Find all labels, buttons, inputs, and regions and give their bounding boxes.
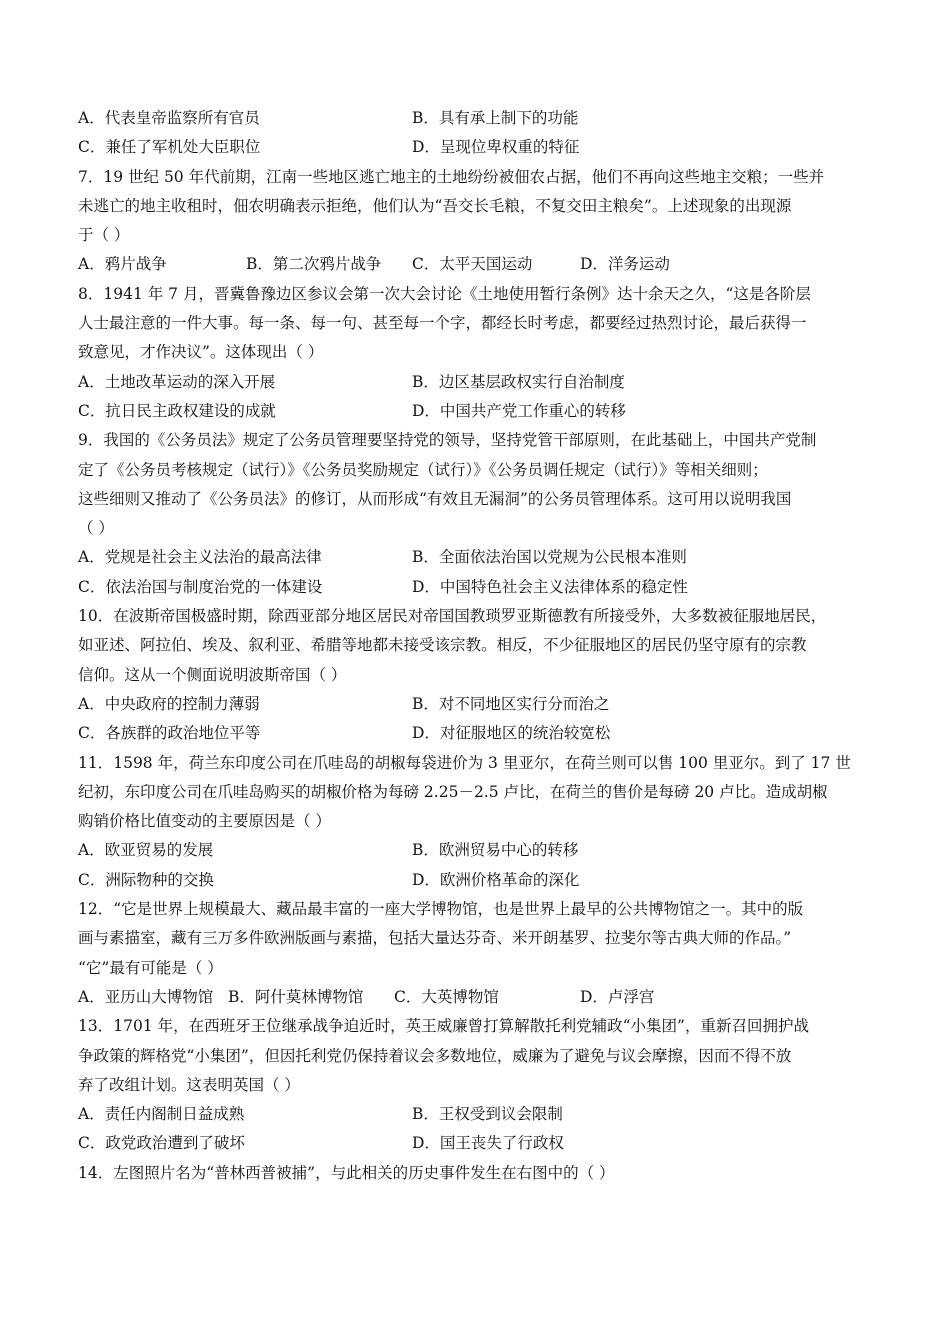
q13-options-row-1 xyxy=(78,1100,878,1129)
q11-option-b[interactable]: B．欧洲贸易中心的转移 xyxy=(412,841,579,860)
q11-options-row-2 xyxy=(78,866,878,895)
q8-options-row-2 xyxy=(78,397,878,426)
q9-stem-line: 9．我国的《公务员法》规定了公务员管理要坚持党的领导，坚持党管干部原则，在此基础上，中国共产党制 xyxy=(78,431,817,450)
q6-option-d[interactable]: D．呈现位卑权重的特征 xyxy=(412,138,580,157)
q9-stem-line: 这些细则又推动了《公务员法》的修订，从而形成“有效且无漏洞”的公务员管理体系。这可用以说明我国 xyxy=(78,489,792,508)
q11-stem-line: 购销价格比值变动的主要原因是（ ） xyxy=(78,812,331,831)
q7-stem xyxy=(78,163,878,251)
q7-option-a[interactable]: A．鸦片战争 xyxy=(78,255,167,274)
q8-option-b[interactable]: B．边区基层政权实行自治制度 xyxy=(412,372,625,391)
q12-option-d[interactable]: D．卢浮宫 xyxy=(580,987,655,1006)
q13-option-b[interactable]: B．王权受到议会限制 xyxy=(412,1105,563,1124)
q13-option-d[interactable]: D．国王丧失了行政权 xyxy=(412,1134,564,1153)
q7-stem-line: 未逃亡的地主收租时，佃农明确表示拒绝，他们认为“吾交长毛粮，不复交田主粮矣”。上述现象的出现源 xyxy=(78,196,792,215)
q10-stem-line: 信仰。这从一个侧面说明波斯帝国（ ） xyxy=(78,665,347,684)
q8-stem-line: 8．1941 年 7 月，晋冀鲁豫边区参议会第一次大会讨论《土地使用暂行条例》达十余天之久，“这是各阶层 xyxy=(78,284,811,303)
q8-stem-line: 人士最注意的一件大事。每一条、每一句、甚至每一个字，都经长时考虑，都要经过热烈讨论，最后获得一 xyxy=(78,314,807,333)
q12-option-b[interactable]: B．阿什莫林博物馆 xyxy=(228,987,364,1006)
q11-stem-line: 11．1598 年，荷兰东印度公司在爪哇岛的胡椒每袋进价为 3 里亚尔，在荷兰则可以售 100 里亚尔。到了 17 世 xyxy=(78,753,851,772)
q13-options-row-2 xyxy=(78,1129,878,1158)
q8-option-c[interactable]: C．抗日民主政权建设的成就 xyxy=(78,401,276,420)
q10-option-b[interactable]: B．对不同地区实行分而治之 xyxy=(412,694,610,713)
q6-options-row-1 xyxy=(78,104,878,133)
q12-stem-line: “它”最有可能是（ ） xyxy=(78,958,223,977)
q12-option-c[interactable]: C．大英博物馆 xyxy=(394,987,499,1006)
q9-stem xyxy=(78,426,878,543)
q7-stem-line: 于（ ） xyxy=(78,226,130,245)
q13-option-a[interactable]: A．责任内阁制日益成熟 xyxy=(78,1105,245,1124)
q9-options-row-1 xyxy=(78,543,878,572)
q8-option-a[interactable]: A．土地改革运动的深入开展 xyxy=(78,372,276,391)
q10-options-row-1 xyxy=(78,690,878,719)
q11-option-d[interactable]: D．欧洲价格革命的深化 xyxy=(412,870,580,889)
q11-stem xyxy=(78,749,878,837)
q10-option-c[interactable]: C．各族群的政治地位平等 xyxy=(78,724,261,743)
q14-stem-line: 14．左图照片名为“普林西普被捕”，与此相关的历史事件发生在右图中的（ ） xyxy=(78,1163,615,1182)
q12-stem-line: 12．“它是世界上规模最大、藏品最丰富的一座大学博物馆，也是世界上最早的公共博物馆之一。其中的版 xyxy=(78,900,804,919)
q12-option-a[interactable]: A．亚历山大博物馆 xyxy=(78,987,214,1006)
q6-option-c[interactable]: C．兼任了军机处大臣职位 xyxy=(78,138,261,157)
q13-option-c[interactable]: C．政党政治遭到了破坏 xyxy=(78,1134,245,1153)
q7-option-b[interactable]: B．第二次鸦片战争 xyxy=(246,255,382,274)
q12-options-row xyxy=(78,983,878,1012)
q13-stem-line: 争政策的辉格党“小集团”，但因托利党仍保持着议会多数地位，威廉为了避免与议会摩擦，因而不得不放 xyxy=(78,1046,792,1065)
q10-stem-line: 如亚述、阿拉伯、埃及、叙利亚、希腊等地都未接受该宗教。相反，不少征服地区的居民仍坚守原有的宗教 xyxy=(78,636,807,655)
q11-option-a[interactable]: A．欧亚贸易的发展 xyxy=(78,841,214,860)
q8-option-d[interactable]: D．中国共产党工作重心的转移 xyxy=(412,401,626,420)
q10-option-d[interactable]: D．对征服地区的统治较宽松 xyxy=(412,724,611,743)
q11-option-c[interactable]: C．洲际物种的交换 xyxy=(78,870,214,889)
q9-stem-line: 定了《公务员考核规定（试行）》《公务员奖励规定（试行）》《公务员调任规定（试行）》等相关细则； xyxy=(78,460,768,479)
q14-stem xyxy=(78,1159,878,1188)
q9-option-b[interactable]: B．全面依法治国以党规为公民根本准则 xyxy=(412,548,687,567)
q7-option-d[interactable]: D．洋务运动 xyxy=(580,255,670,274)
q8-stem xyxy=(78,280,878,368)
q10-stem-line: 10．在波斯帝国极盛时期，除西亚部分地区居民对帝国国教琐罗亚斯德教有所接受外，大多数被征服地居民， xyxy=(78,607,827,626)
exam-page xyxy=(78,104,878,1188)
q9-option-a[interactable]: A．党规是社会主义法治的最高法律 xyxy=(78,548,322,567)
q9-option-c[interactable]: C．依法治国与制度治党的一体建设 xyxy=(78,577,323,596)
q9-options-row-2 xyxy=(78,573,878,602)
q12-stem xyxy=(78,895,878,983)
q9-option-d[interactable]: D．中国特色社会主义法律体系的稳定性 xyxy=(412,577,688,596)
q6-option-b[interactable]: B．具有承上制下的功能 xyxy=(412,109,579,127)
q13-stem xyxy=(78,1012,878,1100)
q10-stem xyxy=(78,602,878,690)
q11-options-row-1 xyxy=(78,836,878,865)
q12-stem-line: 画与素描室，藏有三万多件欧洲版画与素描，包括大量达芬奇、米开朗基罗、拉斐尔等古典大师的作品。” xyxy=(78,929,792,948)
q7-stem-line: 7．19 世纪 50 年代前期，江南一些地区逃亡地主的土地纷纷被佃农占据，他们不再向这些地主交粮；一些并 xyxy=(78,167,825,186)
q10-options-row-2 xyxy=(78,719,878,748)
q6-option-a[interactable]: A．代表皇帝监察所有官员 xyxy=(78,109,260,127)
q8-stem-line: 致意见，才作决议”。这体现出（ ） xyxy=(78,343,324,362)
q7-options-row xyxy=(78,250,878,279)
q13-stem-line: 13．1701 年，在西班牙王位继承战争迫近时，英王威廉曾打算解散托利党辅政“小集团”，重新召回拥护战 xyxy=(78,1017,809,1036)
q11-stem-line: 纪初，东印度公司在爪哇岛购买的胡椒价格为每磅 2.25－2.5 卢比，在荷兰的售价是每磅 20 卢比。造成胡椒 xyxy=(78,782,828,801)
q9-stem-line: （ ） xyxy=(78,519,114,538)
q13-stem-line: 弃了改组计划。这表明英国（ ） xyxy=(78,1075,300,1094)
q6-options-row-2 xyxy=(78,133,878,162)
q7-option-c[interactable]: C．太平天国运动 xyxy=(412,255,533,274)
q8-options-row-1 xyxy=(78,368,878,397)
q10-option-a[interactable]: A．中央政府的控制力薄弱 xyxy=(78,694,260,713)
